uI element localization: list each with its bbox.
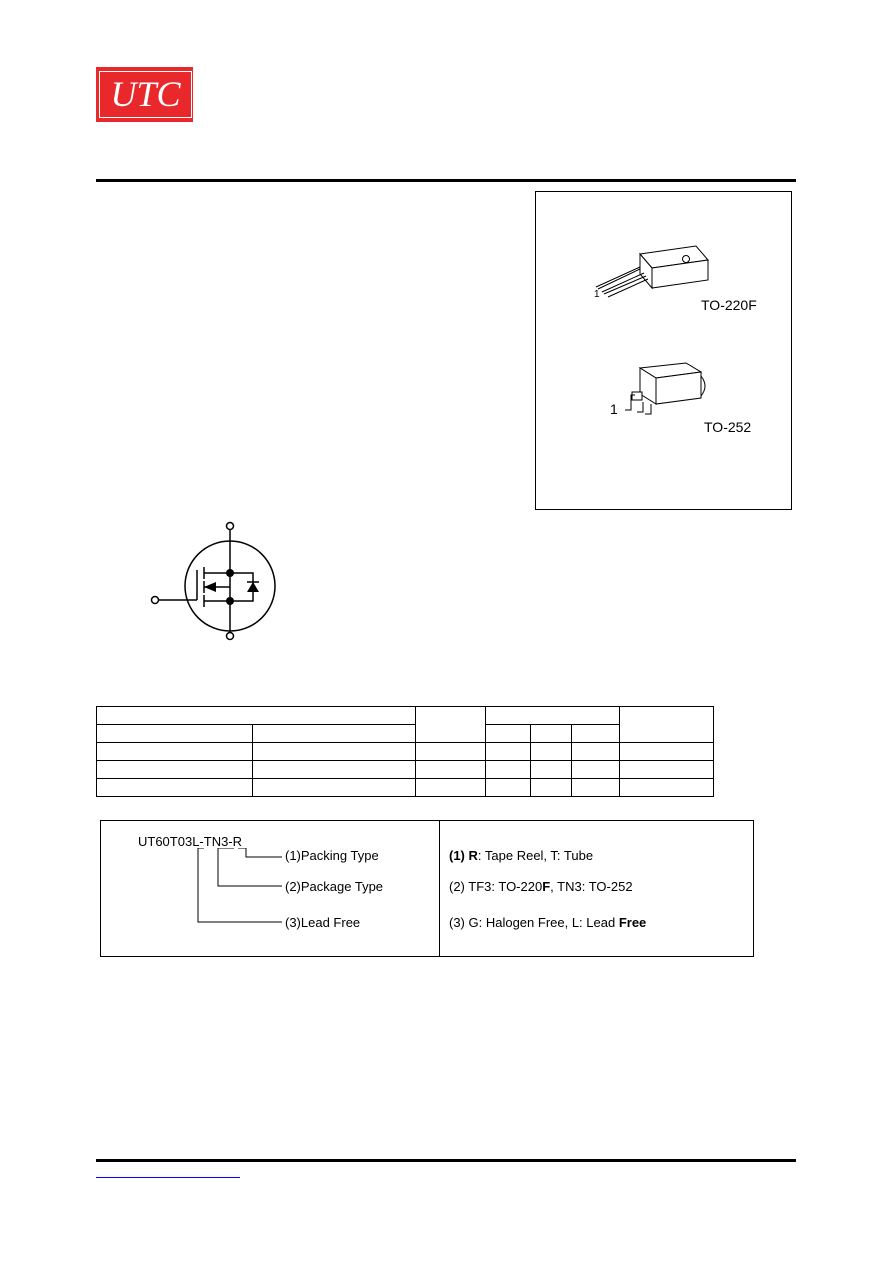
to220f-pin1-label: 1 [594,289,600,300]
utc-logo [96,67,193,122]
to252-drawing [625,363,705,414]
package-box [535,191,792,510]
logo-text: UTC [110,74,181,114]
to252-label: TO-252 [704,419,752,435]
table-row [97,779,714,797]
footer-link[interactable] [96,1177,240,1178]
callout-package-type: (2)Package Type [285,879,384,894]
to220f-label: TO-220F [701,297,757,313]
footer-rule [96,1159,796,1162]
callout-lead-free: (3)Lead Free [285,915,361,930]
part-number: UT60T03L-TN3-R [138,834,243,849]
to220f-drawing [596,246,708,297]
table-row [97,707,714,725]
ordering-table [96,706,714,797]
callout-packing-type: (1)Packing Type [285,848,379,863]
note-package: (2) TF3: TO-220F, TN3: TO-252 [449,879,633,894]
callout-lines [190,848,290,928]
note-lead-free: (3) G: Halogen Free, L: Lead Free [449,915,647,930]
ordering-code-divider [439,820,440,957]
note-packing: (1) R: Tape Reel, T: Tube [449,848,594,863]
to252-pin1-label: 1 [610,401,618,417]
table-row [97,743,714,761]
package-drawings [536,192,791,509]
table-row [97,761,714,779]
mosfet-symbol [140,515,290,645]
header-rule [96,179,796,182]
